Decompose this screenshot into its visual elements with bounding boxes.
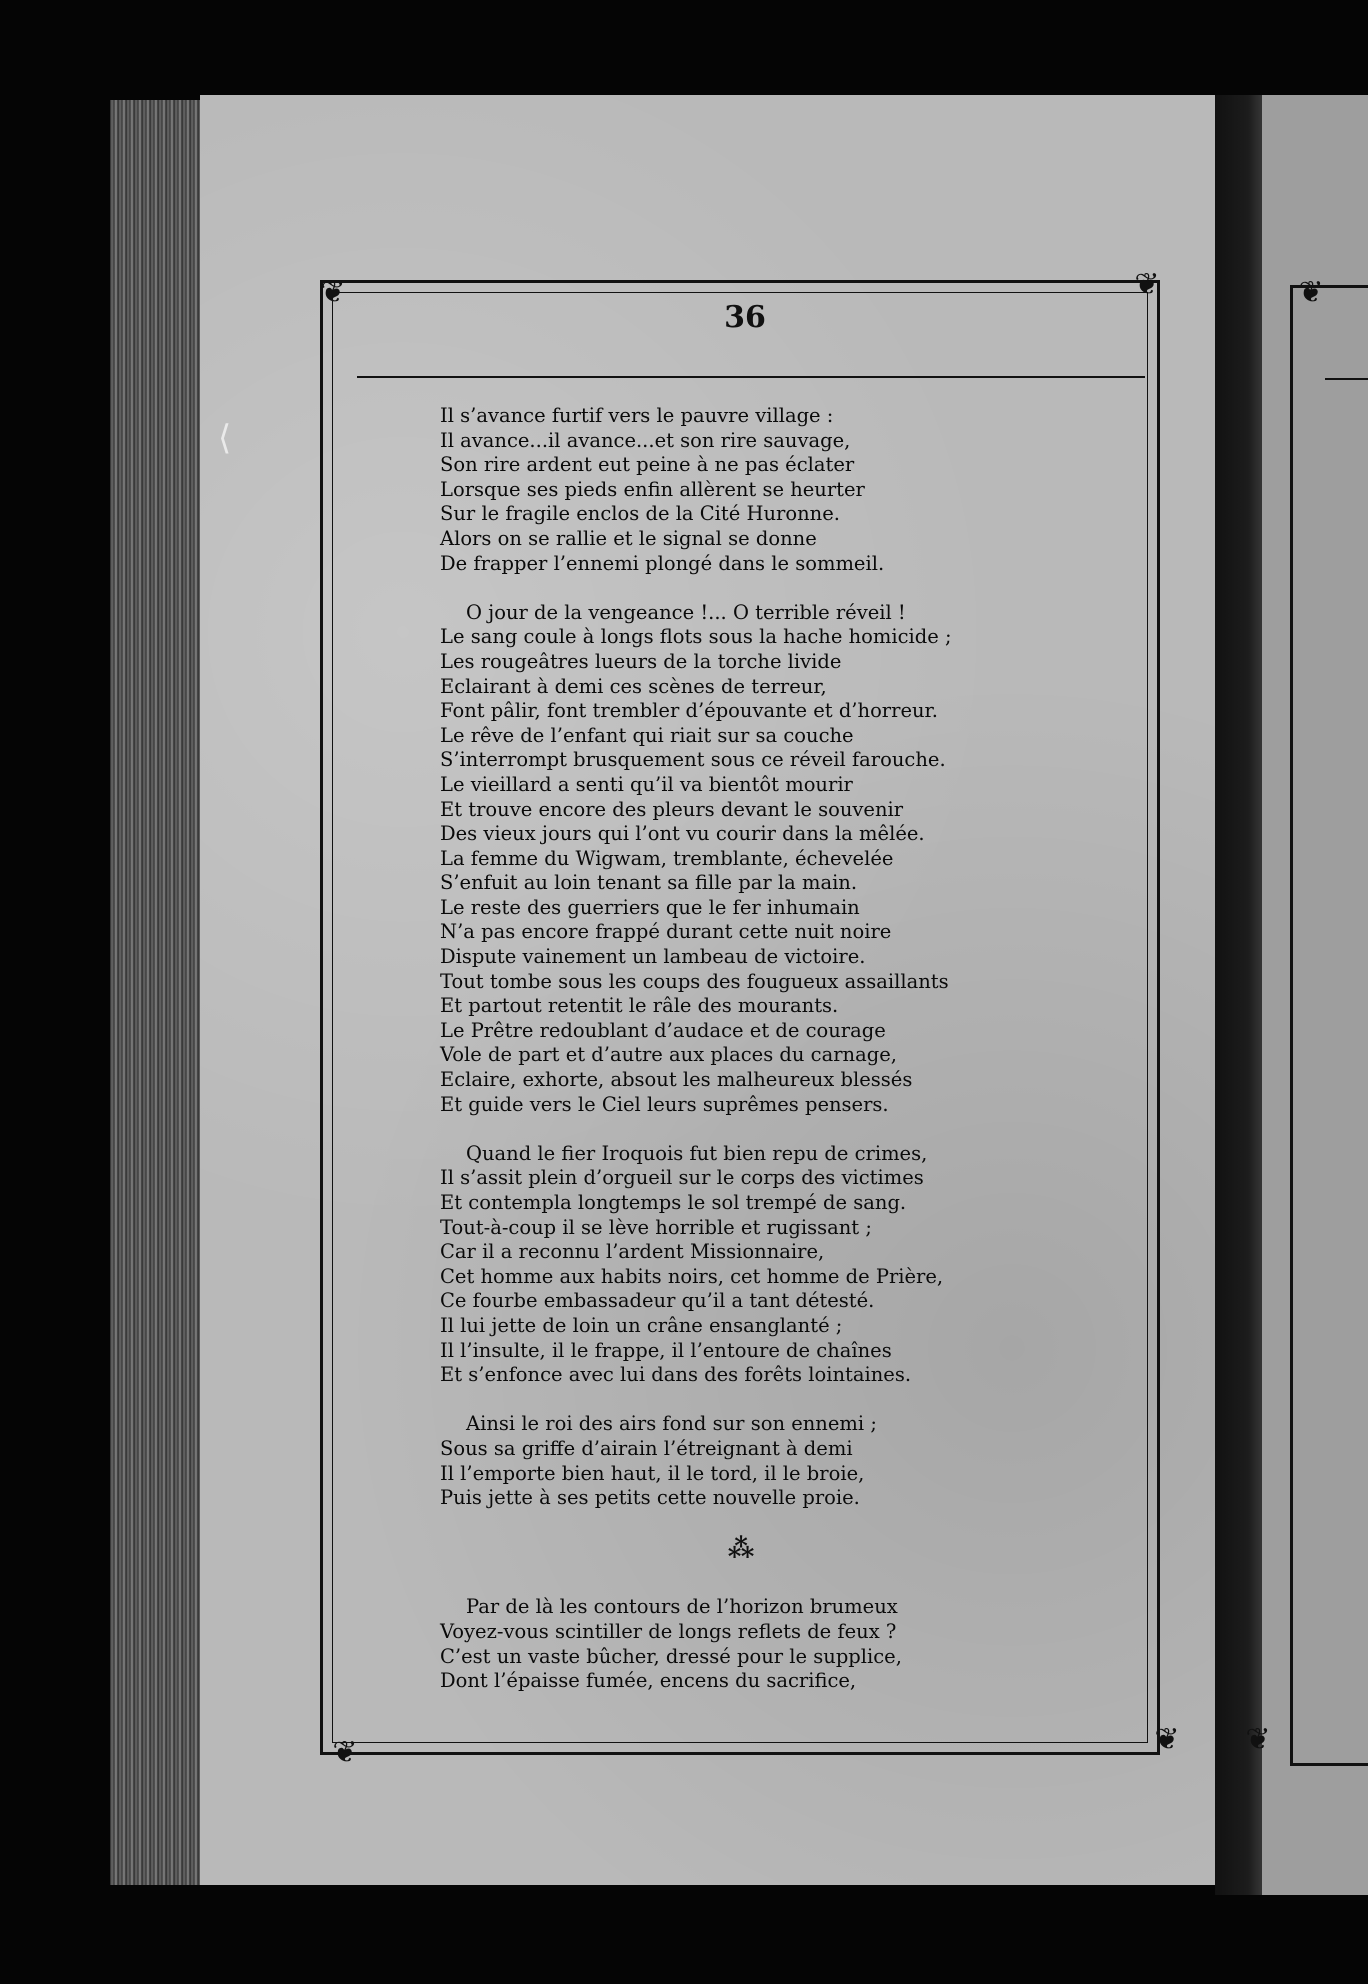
verse-line: Par de là les contours de l’horizon brumeux	[466, 1595, 898, 1619]
verse-line: Quand le fier Iroquois fut bien repu de crimes,	[466, 1141, 928, 1165]
verse-line: Tout-à-coup il se lève horrible et rugissant ;	[440, 1215, 872, 1239]
stanza	[440, 1412, 1060, 1510]
corner-ornament-bottom-left: ❦	[332, 1735, 358, 1770]
verse-line: Le Prêtre redoublant d’audace et de courage	[440, 1018, 886, 1042]
corner-ornament-bottom-right: ❦	[1154, 1722, 1180, 1757]
verse-line: Et s’enfonce avec lui dans des forêts lointaines.	[440, 1363, 912, 1387]
verse-line: Le reste des guerriers que le fer inhumain	[440, 895, 860, 919]
verse-line: Et trouve encore des pleurs devant le souvenir	[440, 797, 904, 821]
corner-ornament-top-left: ❦	[320, 275, 346, 310]
verse-line: Cet homme aux habits noirs, cet homme de Prière,	[440, 1264, 944, 1288]
verse-line: Le vieillard a senti qu’il va bientôt mourir	[440, 772, 853, 796]
verse-line: Il avance...il avance...et son rire sauvage,	[440, 428, 851, 452]
verse-line: Il s’assit plein d’orgueil sur le corps des victimes	[440, 1166, 924, 1190]
stanza	[440, 601, 1060, 1117]
verse-line: Lorsque ses pieds enfin allèrent se heurter	[440, 477, 865, 501]
verse-line: Des vieux jours qui l’ont vu courir dans la mêlée.	[440, 822, 925, 846]
header-rule	[357, 376, 1145, 378]
verse-line: Il l’emporte bien haut, il le tord, il le broie,	[440, 1461, 865, 1485]
verse-line: La femme du Wigwam, tremblante, échevelée	[440, 846, 894, 870]
verse-line: S’enfuit au loin tenant sa fille par la main.	[440, 871, 858, 895]
verse-line: Et partout retentit le râle des mourants.	[440, 994, 839, 1018]
verse-line: Et contempla longtemps le sol trempé de sang.	[440, 1191, 907, 1214]
stanza	[440, 1142, 1060, 1388]
verse-line: Il s’avance furtif vers le pauvre village :	[440, 404, 834, 427]
verse-line: Le rêve de l’enfant qui riait sur sa couche	[440, 723, 854, 747]
verse-line: Et guide vers le Ciel leurs suprêmes pensers.	[440, 1092, 889, 1116]
verse-line: Il l’insulte, il le frappe, il l’entoure de chaînes	[440, 1338, 892, 1362]
margin-mark: ⟨	[218, 418, 232, 458]
verse-line: Alors on se rallie et le signal se donne	[440, 526, 817, 550]
verse-line: Ce fourbe embassadeur qu’il a tant détesté.	[440, 1289, 875, 1313]
verse-line: Les rougeâtres lueurs de la torche livide	[440, 649, 842, 673]
verse-line: Sous sa griffe d’airain l’étreignant à demi	[440, 1436, 853, 1460]
verse-line: Le sang coule à longs flots sous la hache homicide ;	[440, 625, 952, 649]
corner-ornament-top-right: ❦	[1134, 267, 1160, 302]
verse-line: C’est un vaste bûcher, dressé pour le supplice,	[440, 1644, 902, 1668]
next-page-frame	[1290, 285, 1368, 1766]
verse-line: Dont l’épaisse fumée, encens du sacrifice,	[440, 1669, 857, 1693]
verse-line: Eclaire, exhorte, absout les malheureux blessés	[440, 1068, 913, 1092]
verse-line: Vole de part et d’autre aux places du carnage,	[440, 1043, 897, 1067]
stanza	[440, 1595, 1060, 1693]
verse-line: Tout tombe sous les coups des fougueux assaillants	[440, 969, 949, 993]
verse-line: O jour de la vengeance !... O terrible réveil !	[466, 600, 906, 624]
verse-line: N’a pas encore frappé durant cette nuit noire	[440, 920, 892, 944]
verse-line: Dispute vainement un lambeau de victoire.	[440, 945, 866, 969]
verse-line: Son rire ardent eut peine à ne pas éclater	[440, 453, 855, 477]
next-page-rule	[1325, 378, 1368, 380]
verse-line: Voyez-vous scintiller de longs reflets de feux ?	[440, 1619, 897, 1643]
asterism-divider: ⁂	[727, 1533, 753, 1564]
verse-line: De frapper l’ennemi plongé dans le sommeil.	[440, 551, 885, 575]
stanza	[440, 404, 1060, 576]
next-page-corner-ornament-bottom: ❦	[1245, 1722, 1271, 1757]
verse-line: Il lui jette de loin un crâne ensanglanté ;	[440, 1313, 843, 1337]
verse-line: Car il a reconnu l’ardent Missionnaire,	[440, 1240, 825, 1264]
next-page-corner-ornament-top: ❦	[1298, 275, 1324, 310]
verse-line: Puis jette à ses petits cette nouvelle proie.	[440, 1486, 860, 1510]
page-number: 36	[724, 300, 766, 335]
verse-line: Ainsi le roi des airs fond sur son ennemi ;	[466, 1412, 877, 1436]
poem-text	[440, 404, 1060, 1694]
verse-line: Font pâlir, font trembler d’épouvante et d’horreur.	[440, 699, 938, 723]
verse-line: Eclairant à demi ces scènes de terreur,	[440, 674, 827, 698]
verse-line: Sur le fragile enclos de la Cité Huronne.	[440, 502, 840, 526]
verse-line: S’interrompt brusquement sous ce réveil farouche.	[440, 748, 946, 772]
